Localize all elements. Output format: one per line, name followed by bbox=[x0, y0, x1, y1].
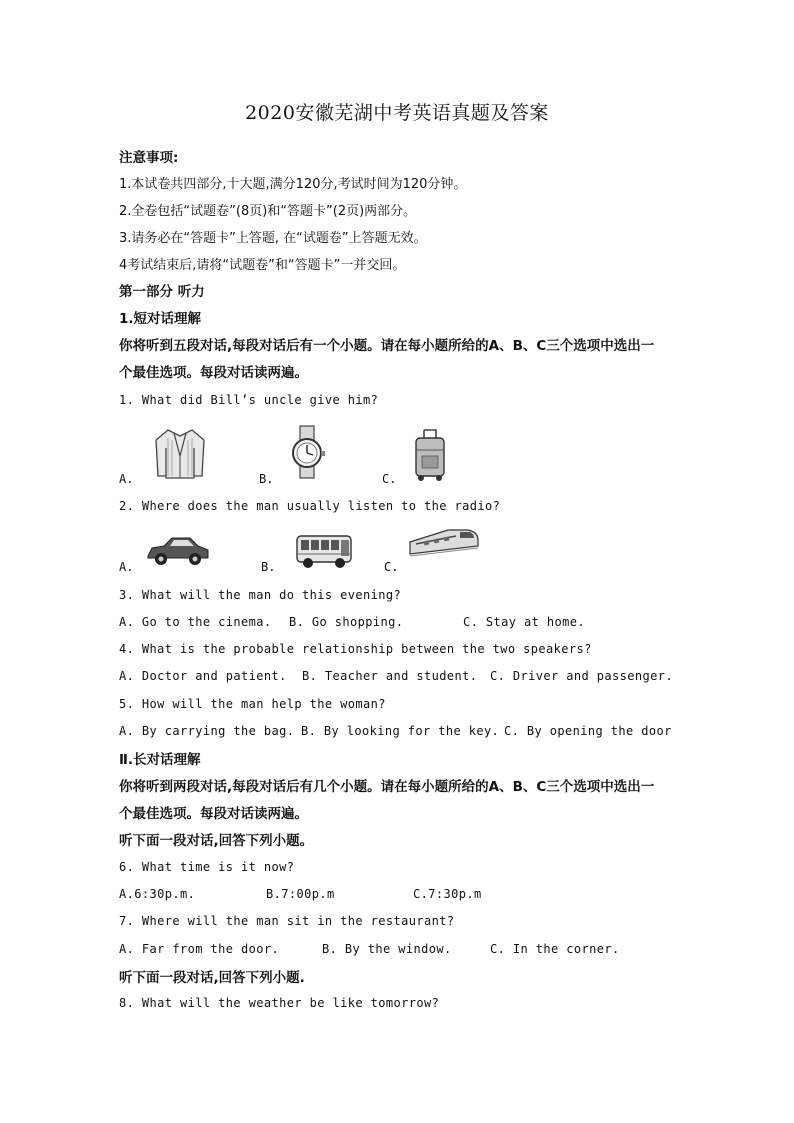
option-b: B.7:00p.m bbox=[266, 887, 335, 901]
listen-instruction: 听下面一段对话,回答下列小题。 bbox=[119, 833, 314, 849]
option-b: B. By looking for the key. bbox=[301, 724, 500, 738]
train-icon bbox=[408, 524, 480, 564]
option-b: B. Go shopping. bbox=[289, 615, 404, 629]
car-icon bbox=[146, 534, 210, 572]
part-heading: 第一部分 听力 bbox=[119, 284, 205, 300]
section-instruction: 个最佳选项。每段对话读两遍。 bbox=[119, 806, 308, 822]
section-heading: 1.短对话理解 bbox=[119, 311, 202, 327]
notice-item: 4考试结束后,请将“试题卷”和“答题卡”一并交回。 bbox=[119, 258, 406, 273]
watch-icon bbox=[288, 424, 328, 484]
option-a-label: A. bbox=[119, 472, 134, 486]
option-a: A.6:30p.m. bbox=[119, 887, 196, 901]
option-c: C.7:30p.m bbox=[413, 887, 482, 901]
option-c: C. By opening the door bbox=[504, 724, 672, 738]
option-a: A. Doctor and patient. bbox=[119, 669, 287, 683]
suitcase-icon bbox=[412, 428, 448, 486]
option-b-label: B. bbox=[259, 472, 274, 486]
section-instruction: 你将听到五段对话,每段对话后有一个小题。请在每小题所给的A、B、C三个选项中选出一 bbox=[119, 338, 655, 354]
option-b-label: B. bbox=[261, 560, 276, 574]
option-c: C. Stay at home. bbox=[463, 615, 585, 629]
option-a-label: A. bbox=[119, 560, 134, 574]
notice-item: 2.全卷包括“试题卷”(8页)和“答题卡”(2页)两部分。 bbox=[119, 204, 417, 219]
notice-heading: 注意事项: bbox=[119, 150, 179, 166]
section-instruction: 个最佳选项。每段对话读两遍。 bbox=[119, 365, 308, 381]
notice-item: 3.请务必在“答题卡”上答题, 在“试题卷”上答题无效。 bbox=[119, 231, 427, 246]
option-c: C. In the corner. bbox=[490, 942, 620, 956]
question-8: 8. What will the weather be like tomorrow? bbox=[119, 996, 440, 1010]
option-a: A. By carrying the bag. bbox=[119, 724, 295, 738]
option-a: A. Go to the cinema. bbox=[119, 615, 272, 629]
bus-icon bbox=[295, 532, 353, 574]
notice-item: 1.本试卷共四部分,十大题,满分120分,考试时间为120分钟。 bbox=[119, 177, 467, 192]
question-5: 5. How will the man help the woman? bbox=[119, 697, 386, 711]
question-1: 1. What did Bill’s uncle give him? bbox=[119, 393, 379, 407]
question-2: 2. Where does the man usually listen to the radio? bbox=[119, 499, 501, 513]
option-c-label: C. bbox=[384, 560, 399, 574]
page-title: 2020安徽芜湖中考英语真题及答案 bbox=[245, 102, 549, 124]
section-instruction: 你将听到两段对话,每段对话后有几个小题。请在每小题所给的A、B、C三个选项中选出一 bbox=[119, 779, 655, 795]
question-3: 3. What will the man do this evening? bbox=[119, 588, 402, 602]
question-4: 4. What is the probable relationship between the two speakers? bbox=[119, 642, 592, 656]
sweater-icon bbox=[152, 426, 208, 484]
section-heading: Ⅱ.长对话理解 bbox=[119, 752, 201, 768]
listen-instruction: 听下面一段对话,回答下列小题. bbox=[119, 970, 305, 986]
option-b: B. Teacher and student. bbox=[302, 669, 478, 683]
question-6: 6. What time is it now? bbox=[119, 860, 295, 874]
option-c-label: C. bbox=[382, 472, 397, 486]
option-c: C. Driver and passenger. bbox=[490, 669, 673, 683]
option-a: A. Far from the door. bbox=[119, 942, 280, 956]
option-b: B. By the window. bbox=[322, 942, 452, 956]
question-7: 7. Where will the man sit in the restaurant? bbox=[119, 914, 455, 928]
